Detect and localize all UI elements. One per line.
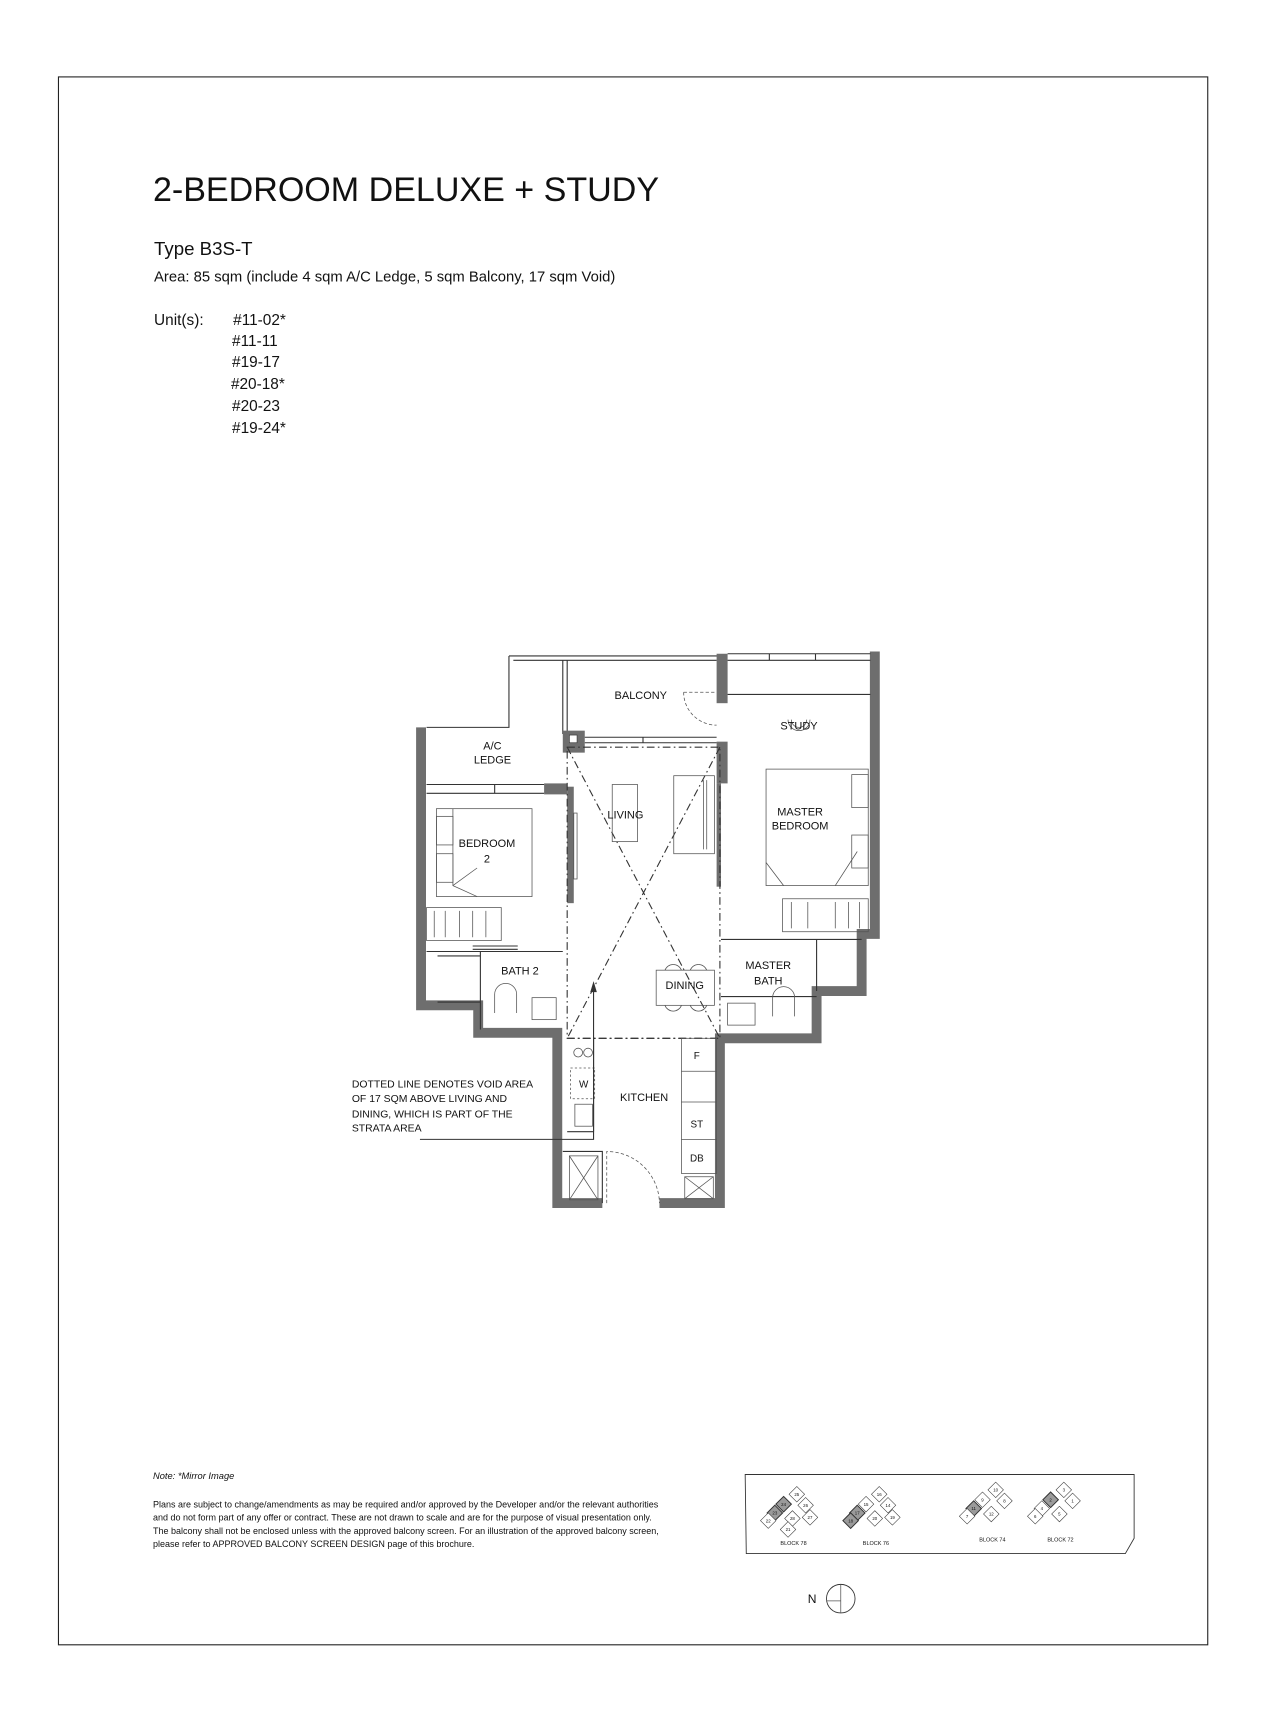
room-label-bath2: BATH 2 [501, 965, 539, 978]
key-plan-unit-number: 14 [885, 1502, 891, 1508]
key-plan-unit-number: 10 [993, 1487, 999, 1493]
void-note-line: OF 17 SQM ABOVE LIVING AND [351, 1094, 508, 1106]
key-plan-unit-number: 22 [765, 1518, 771, 1524]
floor-plan [352, 652, 875, 1204]
master-wardrobe [783, 899, 869, 932]
key-plan-unit-number: 18 [848, 1518, 854, 1524]
bath2-walls [427, 952, 563, 1030]
room-label-master-bedroom: MASTER [777, 806, 823, 819]
study-window [728, 654, 871, 695]
room-label-master-bath: MASTER [745, 960, 792, 973]
master-bath-sink [728, 1003, 755, 1025]
key-plan-unit-number: 3 [1062, 1487, 1066, 1493]
room-label-ac-ledge: A/C [483, 740, 502, 753]
area-info: Area: 85 sqm (include 4 sqm A/C Ledge, 5 sqm Balcony, 17 sqm Void) [154, 269, 616, 286]
page-title: 2-BEDROOM DELUXE + STUDY [152, 171, 660, 210]
void-note-line: DOTTED LINE DENOTES VOID AREA [351, 1079, 534, 1091]
label-db: DB [689, 1153, 704, 1165]
label-fridge: F [693, 1051, 700, 1063]
void-area-cross [567, 747, 720, 1038]
balcony-door [684, 692, 717, 725]
key-plan-unit-number: 4 [1040, 1506, 1044, 1512]
wall-segment [717, 654, 728, 703]
room-label-bedroom2: BEDROOM [458, 838, 516, 851]
key-plan-unit-number: 15 [863, 1501, 869, 1507]
key-plan-block-label: BLOCK 78 [780, 1540, 807, 1547]
tv-console [574, 813, 577, 879]
key-plan-unit-number: 24 [781, 1501, 787, 1507]
key-plan-unit-number: 1 [1071, 1498, 1074, 1504]
room-label-ac-ledge: LEDGE [473, 754, 512, 767]
label-store: ST [690, 1119, 704, 1131]
key-plan-unit-number: 27 [807, 1515, 813, 1521]
room-label-master-bath: BATH [754, 975, 783, 988]
key-plan-unit-number: 21 [785, 1527, 791, 1533]
key-plan-block [959, 1482, 1012, 1543]
disclaimer-line: and do not form part of any offer or contract. These are not drawn to scale and are for the purpose of visual presentation only. [152, 1512, 652, 1523]
label-washer: W [578, 1079, 589, 1091]
unit-number: #19-17 [232, 353, 280, 371]
room-label-dining: DINING [665, 979, 704, 992]
units-label: Unit(s): [154, 312, 204, 330]
key-plan-unit-number: 12 [988, 1511, 994, 1517]
disclaimer [153, 1499, 659, 1549]
disclaimer-line: Plans are subject to change/amendments as may be required and/or approved by the Developer and/or the relevant authorities [152, 1499, 659, 1510]
kitchen-door [607, 1151, 660, 1203]
bath2-toilet [495, 983, 517, 1013]
key-plan-block-label: BLOCK 74 [979, 1537, 1006, 1544]
wall-segment [544, 783, 567, 794]
ac-ledge-window [427, 784, 545, 793]
unit-type: Type B3S-T [154, 237, 253, 259]
units-list [231, 312, 286, 437]
void-note-line: STRATA AREA [351, 1123, 422, 1135]
living-left-wall [567, 787, 574, 903]
kitchen-sink [575, 1104, 593, 1126]
key-plan-unit-number: 20 [872, 1516, 878, 1522]
disclaimer-line: The balcony shall not be enclosed unless with the approved balcony screen. For an illustration of the approved balcony screen, [152, 1525, 659, 1536]
key-plan-unit-number: 19 [889, 1515, 895, 1521]
key-plan [745, 1475, 1134, 1554]
key-plan-unit-number: 6 [1034, 1513, 1037, 1519]
room-label-study: STUDY [780, 720, 818, 733]
key-plan-block-label: BLOCK 76 [862, 1540, 890, 1547]
key-plan-unit-number: 23 [772, 1510, 778, 1516]
unit-number: #19-24* [232, 419, 286, 437]
key-plan-block-label: BLOCK 72 [1047, 1537, 1074, 1544]
key-plan-block [843, 1487, 900, 1547]
mirror-note: Note: *Mirror Image [152, 1470, 235, 1481]
balcony-railing [427, 656, 720, 734]
unit-number: #11-02* [233, 312, 286, 330]
key-plan-unit-number: 5 [1058, 1511, 1061, 1517]
key-plan-unit-number: 17 [854, 1510, 860, 1516]
bedroom2-wardrobe [427, 908, 502, 941]
room-label-master-bedroom: BEDROOM [771, 820, 829, 833]
room-label-bedroom2: 2 [483, 853, 491, 866]
north-arrow [808, 1584, 855, 1613]
unit-number: #11-11 [232, 333, 278, 351]
sliding-door [585, 737, 717, 742]
key-plan-unit-number: 9 [981, 1497, 984, 1503]
wall-segment [717, 742, 728, 784]
key-plan-unit-number: 2 [1049, 1497, 1052, 1503]
key-plan-unit-number: 25 [794, 1491, 800, 1497]
page-border [58, 77, 1207, 1645]
room-label-kitchen: KITCHEN [620, 1091, 669, 1104]
key-plan-block [1027, 1482, 1080, 1543]
sofa [674, 776, 715, 854]
key-plan-block [760, 1487, 817, 1547]
unit-number: #20-18* [230, 375, 285, 393]
key-plan-unit-number: 16 [876, 1491, 882, 1497]
room-label-balcony: BALCONY [614, 689, 668, 702]
key-plan-unit-number: 11 [971, 1506, 976, 1512]
room-label-living: LIVING [607, 809, 644, 822]
void-note-line: DINING, WHICH IS PART OF THE [351, 1109, 513, 1121]
key-plan-unit-number: 26 [803, 1502, 809, 1508]
disclaimer-line: please refer to APPROVED BALCONY SCREEN DESIGN page of this brochure. [152, 1539, 475, 1550]
north-label: N [807, 1592, 817, 1607]
key-plan-unit-number: 7 [965, 1513, 969, 1519]
bath2-sink [532, 998, 556, 1020]
key-plan-unit-number: 28 [789, 1516, 795, 1522]
key-plan-unit-number: 8 [1003, 1498, 1006, 1504]
unit-number: #20-23 [232, 397, 280, 415]
void-note [352, 1080, 533, 1135]
master-bath-toilet [773, 987, 795, 1017]
